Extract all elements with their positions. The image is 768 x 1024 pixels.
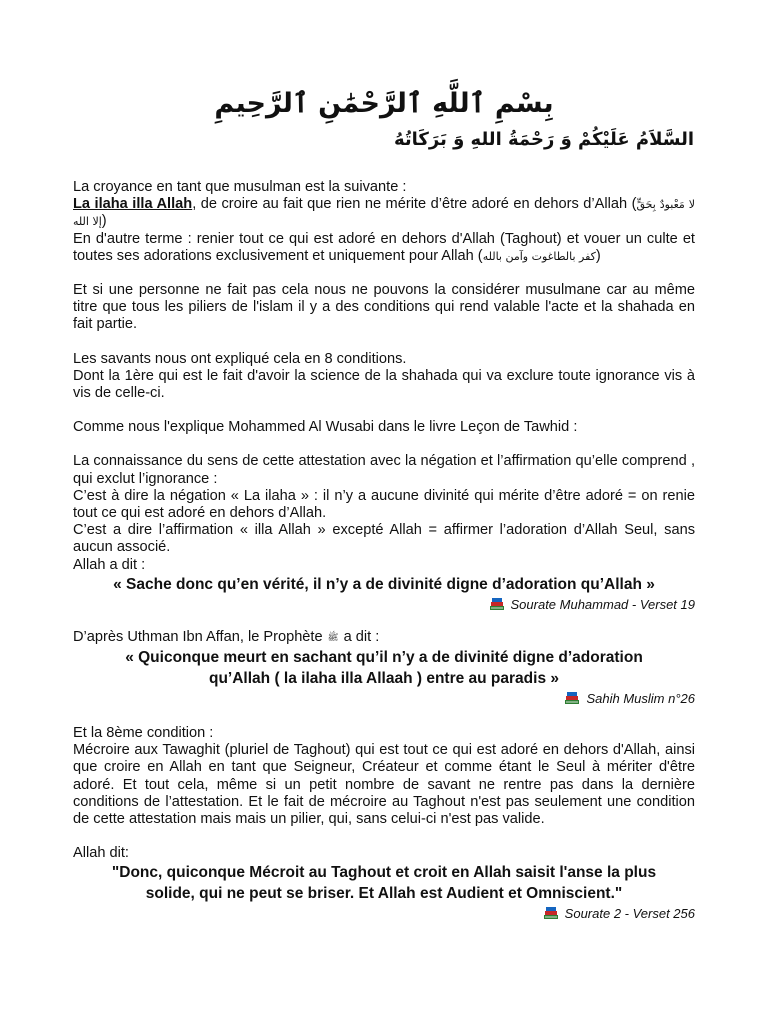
shahada-label: La ilaha illa Allah <box>73 196 193 213</box>
hadith-intro-after: a dit : <box>343 628 380 645</box>
hadith-intro-before: D’après Uthman Ibn Affan, le Prophète <box>73 628 323 645</box>
tawaghit-paragraph: Mécroire aux Tawaghit (pluriel de Taghout) qui est tout ce qui est adoré en dehors d'Allah, ainsi que croire en Allah en tant que Seigneur, Créateur et comme étant le Seul à mériter d'être adoré. Et tout cela, même si un petit nombre de savant ne rentre pas dans la dernière conditions de l’attestation. Et le fait de mécroire au Taghout n'est pas seulement une condition de cette attestation mais mais un pilier, qui, sans celui-ci n'est pas valide. <box>73 742 695 828</box>
hadith-quote-line1: « Quiconque meurt en sachant qu’il n’y a de divinité digne d’adoration <box>125 649 643 667</box>
negation-line: C’est à dire la négation « La ilaha » : il n’y a aucune divinité qui mérite d’être adoré = on renie tout ce qui est adoré en dehors d’Allah. <box>73 487 695 522</box>
terme-close: ) <box>595 247 601 264</box>
shahada-text: , de croire au fait que rien ne mérite d’être adoré en dehors d’Allah ( <box>192 196 637 213</box>
quote-2-256-line2: solide, qui ne peut se briser. Et Allah est Audient et Omniscient." <box>145 885 623 903</box>
wusabi-line: Comme nous l'explique Mohammed Al Wusabi dans le livre Leçon de Tawhid : <box>73 419 578 436</box>
shahada-close: ) <box>101 213 107 230</box>
salutation-icon: ﷺ <box>327 632 339 643</box>
pillar-paragraph: Et si une personne ne fait pas cela nous ne pouvons la considérer musulmane car au même titre que tous les piliers de l'islam il y a des conditions qui rend valable l'acte et la shahada en fait partie. <box>73 282 695 333</box>
books-icon <box>564 692 580 705</box>
document-body <box>73 179 695 924</box>
source-text: Sahih Muslim n°26 <box>586 691 695 707</box>
salam-heading: السَّلاَمُ عَلَيْكُمْ وَ رَحْمَةُ اللهِ وَ بَرَكَاتُهُ <box>393 129 694 150</box>
source-text: Sourate 2 - Verset 256 <box>564 906 695 922</box>
source-2-256 <box>73 904 695 924</box>
hadith-quote-line2: qu’Allah ( la ilaha illa Allaah ) entre au paradis » <box>209 670 559 688</box>
source-text: Sourate Muhammad - Verset 19 <box>510 596 695 612</box>
knowledge-line: La connaissance du sens de cette attestation avec la négation et l’affirmation qu’elle comprend , qui exclut l’ignorance : <box>73 453 695 487</box>
hadith-intro <box>73 629 695 647</box>
source-muhammad-19 <box>73 595 695 615</box>
quote-muhammad-19: « Sache donc qu’en vérité, il n’y a de divinité digne d’adoration qu’Allah » <box>113 575 655 593</box>
eighth-condition-line: Et la 8ème condition : <box>73 725 214 742</box>
books-icon <box>489 598 505 611</box>
basmala-heading: بِسْمِ ٱللَّهِ ٱلرَّحْمَٰنِ ٱلرَّحِيمِ <box>214 88 554 119</box>
allah-said-line: Allah a dit : <box>73 556 146 573</box>
terme-text: En d'autre terme : renier tout ce qui est adoré en dehors d'Allah (Taghout) et vouer un culte et toutes ses adorations exclusivement et uniquement pour Allah ( <box>73 230 695 264</box>
allah-dit-line: Allah dit: <box>73 845 129 862</box>
terme-paragraph <box>73 231 695 265</box>
books-icon <box>543 907 559 920</box>
conditions-line: Les savants nous ont expliqué cela en 8 conditions. <box>73 350 407 367</box>
first-condition-line: Dont la 1ère qui est le fait d'avoir la science de la shahada qui va exclure toute ignorance vis à vis de celle-ci. <box>73 367 695 402</box>
quote-2-256-line1: "Donc, quiconque Mécroit au Taghout et croit en Allah saisit l'anse la plus <box>111 864 657 882</box>
affirmation-line: C’est a dire l’affirmation « illa Allah » excepté Allah = affirmer l’adoration d’Allah Seul, sans aucun associé. <box>73 522 695 556</box>
source-muslim-26 <box>73 689 695 709</box>
shahada-arabic: لا مَعْبودٌ بِحَقٍّ إلا الله <box>73 198 696 229</box>
terme-arabic: كفر بالطاغوت وآمن بالله <box>482 249 596 263</box>
intro-line: La croyance en tant que musulman est la suivante : <box>73 179 407 195</box>
shahada-paragraph <box>73 196 695 230</box>
